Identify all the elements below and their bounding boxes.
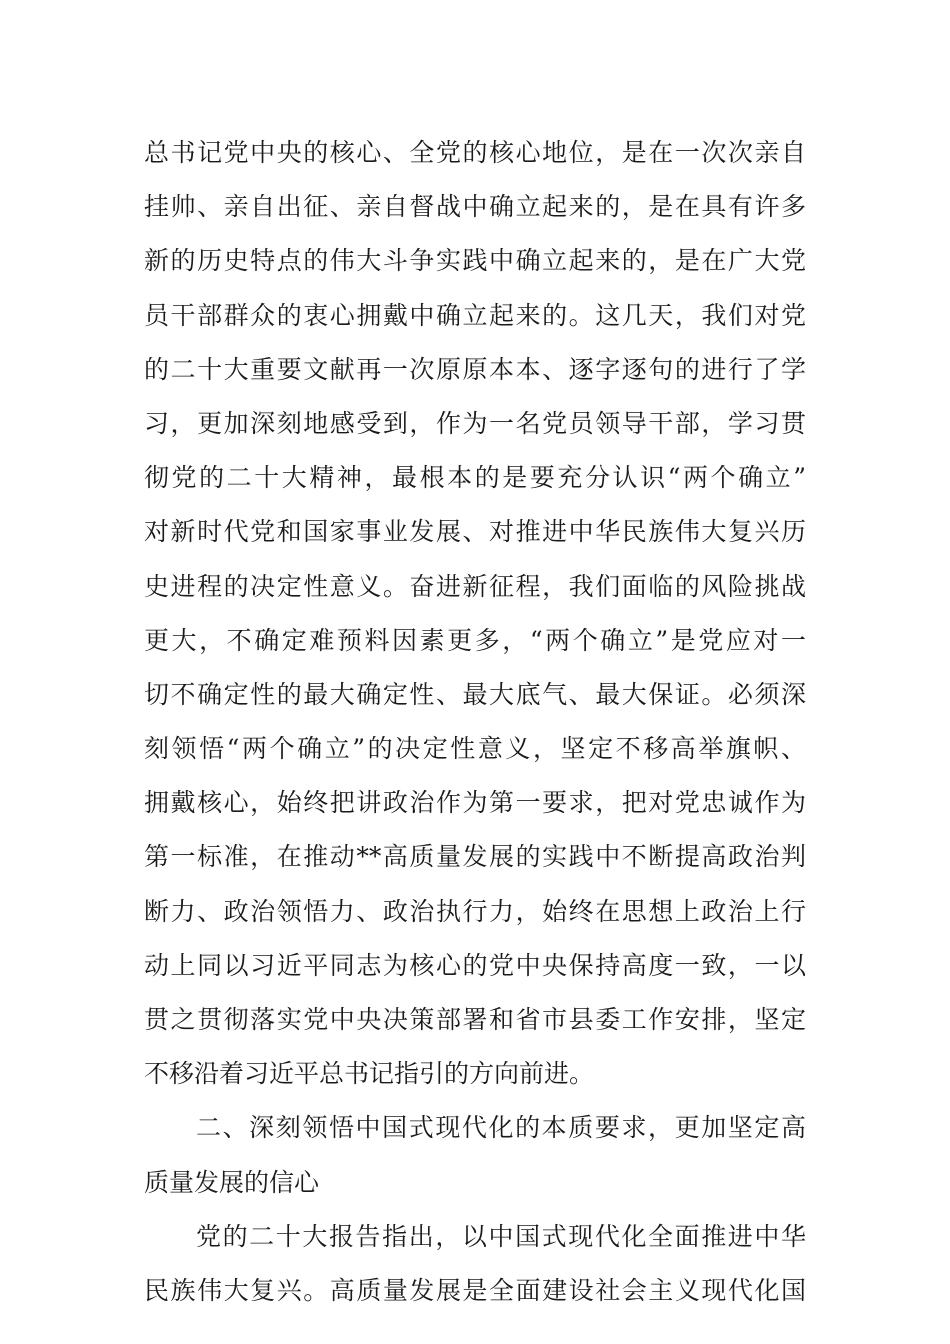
text-line: 民族伟大复兴。高质量发展是全面建设社会主义现代化国 xyxy=(144,1275,806,1305)
text-line: 员干部群众的衷心拥戴中确立起来的。这几天，我们对党 xyxy=(144,300,806,330)
text-line: 对新时代党和国家事业发展、对推进中华民族伟大复兴历 xyxy=(144,517,806,547)
text-line: 挂帅、亲自出征、亲自督战中确立起来的，是在具有许多 xyxy=(144,192,806,222)
text-line: 刻领悟“两个确立”的决定性意义，坚定不移高举旗帜、 xyxy=(144,734,806,764)
text-line: 彻党的二十大精神，最根本的是要充分认识“两个确立” xyxy=(144,463,806,493)
text-line: 新的历史特点的伟大斗争实践中确立起来的，是在广大党 xyxy=(144,246,806,276)
text-line: 总书记党中央的核心、全党的核心地位，是在一次次亲自 xyxy=(144,138,806,167)
document-body xyxy=(144,126,806,1318)
text-line: 第一标准，在推动**高质量发展的实践中不断提高政治判 xyxy=(144,842,806,872)
text-line: 习，更加深刻地感受到，作为一名党员领导干部，学习贯 xyxy=(144,408,806,438)
text-line: 切不确定性的最大确定性、最大底气、最大保证。必须深 xyxy=(144,679,806,709)
text-line: 更大，不确定难预料因素更多，“两个确立”是党应对一 xyxy=(144,625,806,655)
text-line: 断力、政治领悟力、政治执行力，始终在思想上政治上行 xyxy=(144,896,806,926)
text-line: 拥戴核心，始终把讲政治作为第一要求，把对党忠诚作为 xyxy=(144,788,806,818)
section-heading-line: 二、深刻领悟中国式现代化的本质要求，更加坚定高 xyxy=(196,1113,806,1143)
text-line: 不移沿着习近平总书记指引的方向前进。 xyxy=(144,1059,595,1089)
text-line: 动上同以习近平同志为核心的党中央保持高度一致，一以 xyxy=(144,950,806,980)
text-line: 党的二十大报告指出，以中国式现代化全面推进中华 xyxy=(196,1221,806,1251)
text-line: 史进程的决定性意义。奋进新征程，我们面临的风险挑战 xyxy=(144,571,806,601)
section-heading-line: 质量发展的信心 xyxy=(144,1167,320,1197)
text-line: 贯之贯彻落实党中央决策部署和省市县委工作安排，坚定 xyxy=(144,1005,806,1034)
text-line: 的二十大重要文献再一次原原本本、逐字逐句的进行了学 xyxy=(144,354,806,384)
